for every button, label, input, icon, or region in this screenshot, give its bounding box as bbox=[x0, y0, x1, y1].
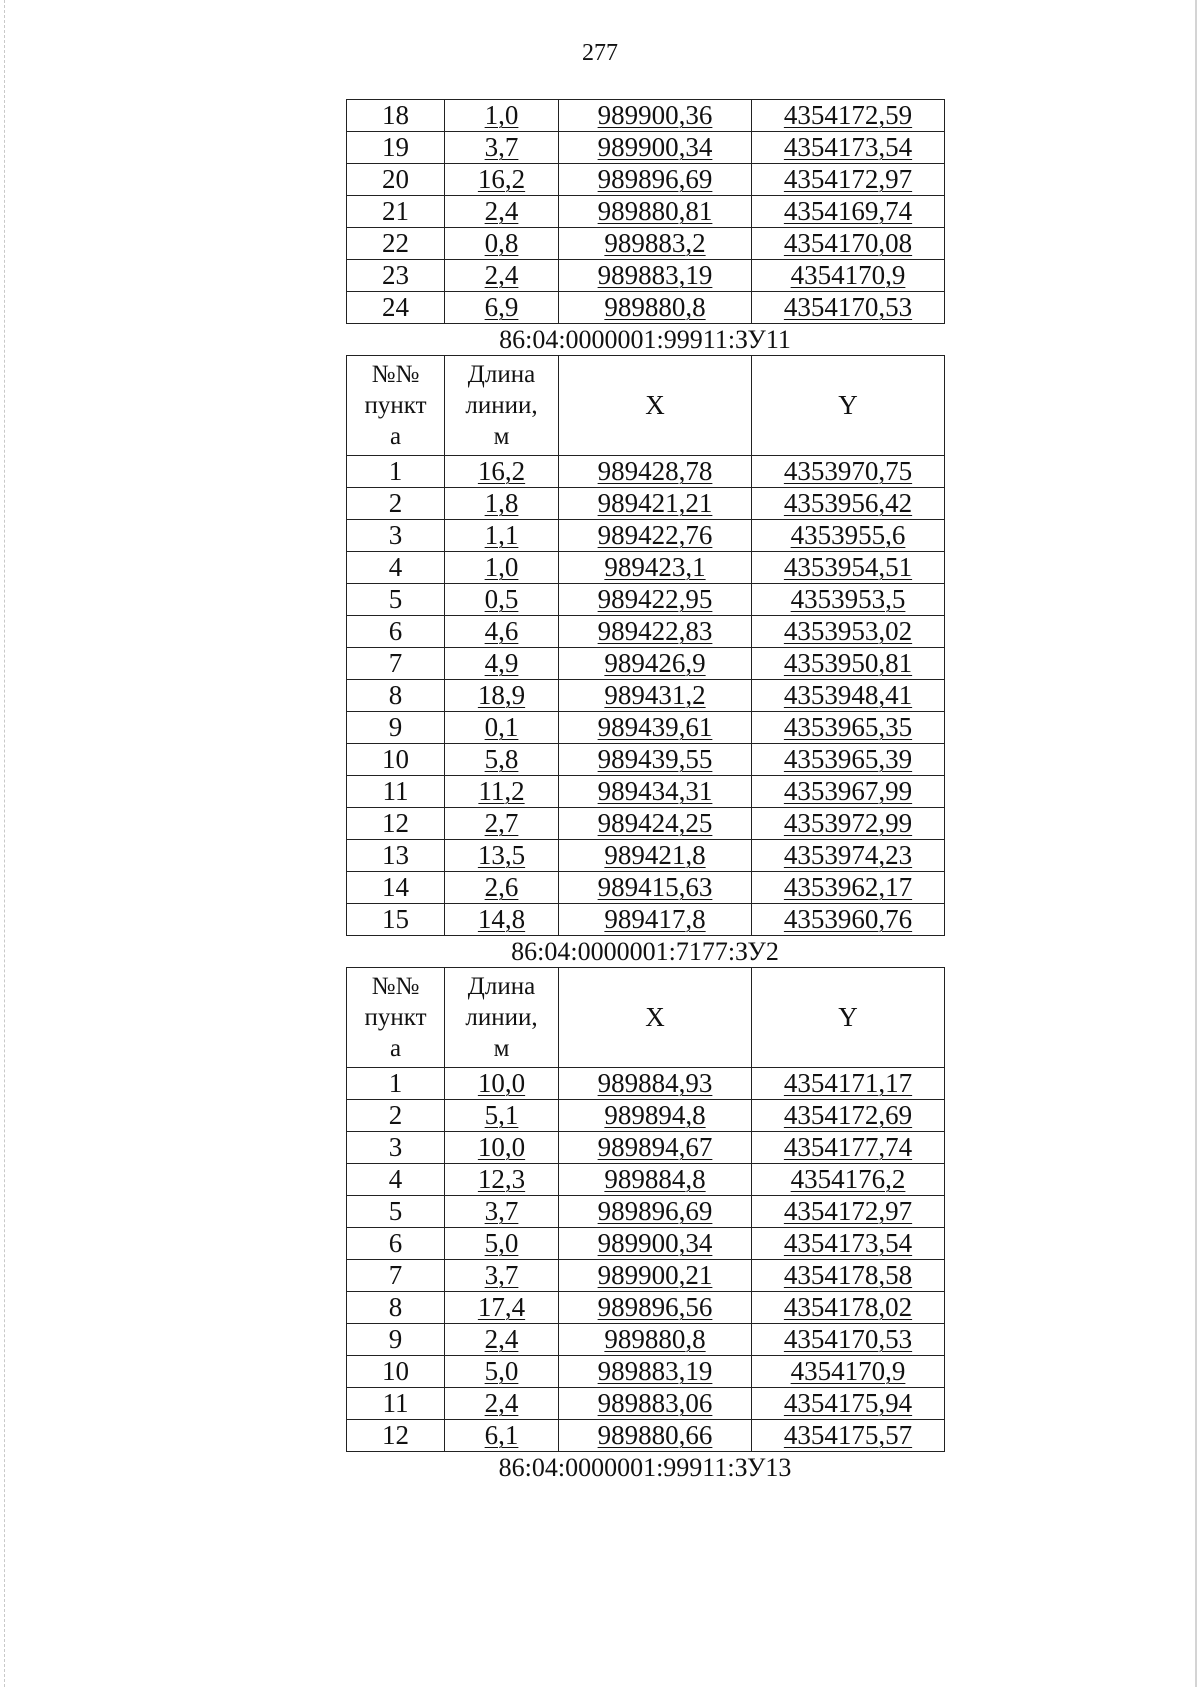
cell-y: 4354172,69 bbox=[752, 1100, 945, 1132]
cell-point-number: 6 bbox=[347, 1228, 445, 1260]
cell-point-number: 4 bbox=[347, 552, 445, 584]
cell-y: 4354170,53 bbox=[752, 1324, 945, 1356]
cell-line-length: 11,2 bbox=[445, 776, 559, 808]
cell-point-number: 10 bbox=[347, 1356, 445, 1388]
coordinate-table bbox=[346, 355, 945, 936]
cell-x: 989417,8 bbox=[559, 904, 752, 936]
cell-y: 4354170,53 bbox=[752, 292, 945, 324]
cell-point-number: 20 bbox=[347, 164, 445, 196]
cell-y: 4353974,23 bbox=[752, 840, 945, 872]
header-point-number bbox=[347, 968, 445, 1068]
cell-y: 4354178,58 bbox=[752, 1260, 945, 1292]
header-x: X bbox=[559, 968, 752, 1068]
table-row bbox=[347, 520, 945, 552]
cell-line-length: 2,6 bbox=[445, 872, 559, 904]
cell-x: 989439,61 bbox=[559, 712, 752, 744]
cell-x: 989880,81 bbox=[559, 196, 752, 228]
cell-y: 4353965,35 bbox=[752, 712, 945, 744]
cell-point-number: 1 bbox=[347, 1068, 445, 1100]
cell-point-number: 18 bbox=[347, 100, 445, 132]
cell-x: 989880,8 bbox=[559, 292, 752, 324]
cell-x: 989880,8 bbox=[559, 1324, 752, 1356]
cell-x: 989415,63 bbox=[559, 872, 752, 904]
cell-x: 989884,93 bbox=[559, 1068, 752, 1100]
header-point-number bbox=[347, 356, 445, 456]
cell-line-length: 2,4 bbox=[445, 260, 559, 292]
cell-x: 989421,21 bbox=[559, 488, 752, 520]
table-row bbox=[347, 1388, 945, 1420]
cell-y: 4354169,74 bbox=[752, 196, 945, 228]
table-row bbox=[347, 1260, 945, 1292]
coordinate-table bbox=[346, 99, 945, 324]
cell-line-length: 4,9 bbox=[445, 648, 559, 680]
cell-point-number: 7 bbox=[347, 648, 445, 680]
cell-y: 4354173,54 bbox=[752, 132, 945, 164]
table-row bbox=[347, 776, 945, 808]
header-line-length-line: линии, bbox=[465, 392, 538, 419]
cell-line-length: 4,6 bbox=[445, 616, 559, 648]
cell-line-length: 2,4 bbox=[445, 1324, 559, 1356]
cell-y: 4354171,17 bbox=[752, 1068, 945, 1100]
cell-line-length: 17,4 bbox=[445, 1292, 559, 1324]
table-row bbox=[347, 1420, 945, 1452]
table-row bbox=[347, 488, 945, 520]
cell-y: 4353965,39 bbox=[752, 744, 945, 776]
cell-y: 4354177,74 bbox=[752, 1132, 945, 1164]
cell-y: 4354176,2 bbox=[752, 1164, 945, 1196]
cell-line-length: 2,4 bbox=[445, 1388, 559, 1420]
cell-point-number: 14 bbox=[347, 872, 445, 904]
header-point-number-line: а bbox=[389, 423, 402, 450]
cell-point-number: 15 bbox=[347, 904, 445, 936]
header-y: Y bbox=[752, 356, 945, 456]
cell-point-number: 11 bbox=[347, 776, 445, 808]
cell-x: 989883,2 bbox=[559, 228, 752, 260]
cell-point-number: 12 bbox=[347, 1420, 445, 1452]
cell-x: 989884,8 bbox=[559, 1164, 752, 1196]
header-line-length-line: линии, bbox=[465, 1004, 538, 1031]
scan-edge-left bbox=[4, 0, 7, 1687]
table-row bbox=[347, 616, 945, 648]
header-line-length-line: м bbox=[493, 423, 510, 450]
cell-line-length: 10,0 bbox=[445, 1068, 559, 1100]
cell-point-number: 21 bbox=[347, 196, 445, 228]
cell-point-number: 9 bbox=[347, 1324, 445, 1356]
cell-y: 4354172,59 bbox=[752, 100, 945, 132]
cell-x: 989896,56 bbox=[559, 1292, 752, 1324]
cell-y: 4354173,54 bbox=[752, 1228, 945, 1260]
table-row bbox=[347, 1292, 945, 1324]
cell-x: 989422,76 bbox=[559, 520, 752, 552]
cell-x: 989880,66 bbox=[559, 1420, 752, 1452]
cell-y: 4353970,75 bbox=[752, 456, 945, 488]
cell-point-number: 3 bbox=[347, 520, 445, 552]
cell-line-length: 5,0 bbox=[445, 1356, 559, 1388]
table-row bbox=[347, 196, 945, 228]
cell-point-number: 6 bbox=[347, 616, 445, 648]
cell-line-length: 10,0 bbox=[445, 1132, 559, 1164]
cell-y: 4353948,41 bbox=[752, 680, 945, 712]
header-point-number-line: а bbox=[389, 1035, 402, 1062]
cell-x: 989423,1 bbox=[559, 552, 752, 584]
cell-line-length: 1,8 bbox=[445, 488, 559, 520]
table-row bbox=[347, 1228, 945, 1260]
table-row bbox=[347, 648, 945, 680]
cell-line-length: 12,3 bbox=[445, 1164, 559, 1196]
table-row bbox=[347, 260, 945, 292]
table-row bbox=[347, 1164, 945, 1196]
table-row bbox=[347, 904, 945, 936]
cell-line-length: 5,0 bbox=[445, 1228, 559, 1260]
cell-x: 989439,55 bbox=[559, 744, 752, 776]
cell-y: 4353953,02 bbox=[752, 616, 945, 648]
cell-line-length: 2,7 bbox=[445, 808, 559, 840]
table-row bbox=[347, 552, 945, 584]
cell-x: 989426,9 bbox=[559, 648, 752, 680]
cell-line-length: 16,2 bbox=[445, 164, 559, 196]
cell-y: 4353960,76 bbox=[752, 904, 945, 936]
cell-point-number: 22 bbox=[347, 228, 445, 260]
cell-line-length: 5,1 bbox=[445, 1100, 559, 1132]
parcel-caption: 86:04:0000001:99911:ЗУ13 bbox=[498, 1453, 792, 1482]
header-line-length bbox=[445, 968, 559, 1068]
cell-x: 989422,83 bbox=[559, 616, 752, 648]
cell-y: 4354172,97 bbox=[752, 1196, 945, 1228]
header-line-length bbox=[445, 356, 559, 456]
cell-point-number: 4 bbox=[347, 1164, 445, 1196]
cell-x: 989900,36 bbox=[559, 100, 752, 132]
cell-x: 989900,34 bbox=[559, 132, 752, 164]
header-y: Y bbox=[752, 968, 945, 1068]
table-row bbox=[347, 840, 945, 872]
cell-x: 989421,8 bbox=[559, 840, 752, 872]
header-line-length-line: Длина bbox=[467, 973, 536, 1000]
cell-point-number: 10 bbox=[347, 744, 445, 776]
cell-x: 989883,19 bbox=[559, 1356, 752, 1388]
cell-y: 4354175,94 bbox=[752, 1388, 945, 1420]
cell-point-number: 2 bbox=[347, 1100, 445, 1132]
cell-line-length: 3,7 bbox=[445, 1196, 559, 1228]
cell-point-number: 5 bbox=[347, 1196, 445, 1228]
coordinate-table bbox=[346, 967, 945, 1452]
cell-point-number: 19 bbox=[347, 132, 445, 164]
cell-y: 4354172,97 bbox=[752, 164, 945, 196]
page-number: 277 bbox=[582, 40, 618, 66]
cell-line-length: 16,2 bbox=[445, 456, 559, 488]
header-point-number-line: пункт bbox=[364, 392, 427, 419]
header-point-number-line: №№ bbox=[371, 361, 420, 388]
coordinate-tables bbox=[346, 99, 944, 1483]
cell-x: 989424,25 bbox=[559, 808, 752, 840]
cell-point-number: 5 bbox=[347, 584, 445, 616]
cell-y: 4354178,02 bbox=[752, 1292, 945, 1324]
cell-point-number: 2 bbox=[347, 488, 445, 520]
cell-x: 989428,78 bbox=[559, 456, 752, 488]
table-row bbox=[347, 100, 945, 132]
table-row bbox=[347, 292, 945, 324]
cell-line-length: 3,7 bbox=[445, 132, 559, 164]
cell-line-length: 6,1 bbox=[445, 1420, 559, 1452]
header-point-number-line: пункт bbox=[364, 1004, 427, 1031]
cell-x: 989896,69 bbox=[559, 1196, 752, 1228]
cell-y: 4354175,57 bbox=[752, 1420, 945, 1452]
cell-line-length: 1,0 bbox=[445, 100, 559, 132]
cell-point-number: 9 bbox=[347, 712, 445, 744]
table-row bbox=[347, 132, 945, 164]
cell-y: 4353972,99 bbox=[752, 808, 945, 840]
cell-x: 989883,19 bbox=[559, 260, 752, 292]
header-line-length-line: Длина bbox=[467, 361, 536, 388]
cell-x: 989900,34 bbox=[559, 1228, 752, 1260]
cell-x: 989894,8 bbox=[559, 1100, 752, 1132]
parcel-caption: 86:04:0000001:99911:ЗУ11 bbox=[499, 325, 791, 354]
table-row bbox=[347, 872, 945, 904]
table-header-row bbox=[347, 968, 945, 1068]
cell-y: 4353956,42 bbox=[752, 488, 945, 520]
cell-y: 4353955,6 bbox=[752, 520, 945, 552]
cell-x: 989883,06 bbox=[559, 1388, 752, 1420]
scan-edge-right bbox=[1192, 0, 1197, 1687]
table-header-row bbox=[347, 356, 945, 456]
cell-x: 989422,95 bbox=[559, 584, 752, 616]
cell-x: 989894,67 bbox=[559, 1132, 752, 1164]
table-row bbox=[347, 744, 945, 776]
table-row bbox=[347, 1356, 945, 1388]
table-row bbox=[347, 1068, 945, 1100]
cell-point-number: 7 bbox=[347, 1260, 445, 1292]
cell-point-number: 11 bbox=[347, 1388, 445, 1420]
cell-y: 4354170,08 bbox=[752, 228, 945, 260]
cell-x: 989434,31 bbox=[559, 776, 752, 808]
table-row bbox=[347, 228, 945, 260]
cell-x: 989896,69 bbox=[559, 164, 752, 196]
header-line-length-line: м bbox=[493, 1035, 510, 1062]
cell-point-number: 3 bbox=[347, 1132, 445, 1164]
cell-line-length: 2,4 bbox=[445, 196, 559, 228]
cell-point-number: 8 bbox=[347, 1292, 445, 1324]
cell-line-length: 14,8 bbox=[445, 904, 559, 936]
cell-y: 4353967,99 bbox=[752, 776, 945, 808]
parcel-caption: 86:04:0000001:7177:ЗУ2 bbox=[511, 937, 779, 966]
table-row bbox=[347, 712, 945, 744]
table-row bbox=[347, 680, 945, 712]
cell-line-length: 0,5 bbox=[445, 584, 559, 616]
cell-line-length: 13,5 bbox=[445, 840, 559, 872]
cell-y: 4354170,9 bbox=[752, 1356, 945, 1388]
table-row bbox=[347, 1100, 945, 1132]
table-row bbox=[347, 1132, 945, 1164]
table-row bbox=[347, 808, 945, 840]
cell-point-number: 8 bbox=[347, 680, 445, 712]
cell-y: 4353962,17 bbox=[752, 872, 945, 904]
cell-line-length: 3,7 bbox=[445, 1260, 559, 1292]
cell-point-number: 1 bbox=[347, 456, 445, 488]
cell-point-number: 23 bbox=[347, 260, 445, 292]
cell-line-length: 0,1 bbox=[445, 712, 559, 744]
cell-y: 4353954,51 bbox=[752, 552, 945, 584]
cell-line-length: 1,0 bbox=[445, 552, 559, 584]
cell-line-length: 18,9 bbox=[445, 680, 559, 712]
cell-y: 4353953,5 bbox=[752, 584, 945, 616]
cell-y: 4353950,81 bbox=[752, 648, 945, 680]
header-x: X bbox=[559, 356, 752, 456]
cell-point-number: 24 bbox=[347, 292, 445, 324]
cell-x: 989431,2 bbox=[559, 680, 752, 712]
table-row bbox=[347, 1324, 945, 1356]
cell-line-length: 5,8 bbox=[445, 744, 559, 776]
cell-y: 4354170,9 bbox=[752, 260, 945, 292]
cell-line-length: 0,8 bbox=[445, 228, 559, 260]
table-row bbox=[347, 1196, 945, 1228]
cell-line-length: 1,1 bbox=[445, 520, 559, 552]
cell-x: 989900,21 bbox=[559, 1260, 752, 1292]
table-row bbox=[347, 456, 945, 488]
cell-point-number: 12 bbox=[347, 808, 445, 840]
table-row bbox=[347, 164, 945, 196]
cell-point-number: 13 bbox=[347, 840, 445, 872]
table-row bbox=[347, 584, 945, 616]
cell-line-length: 6,9 bbox=[445, 292, 559, 324]
header-point-number-line: №№ bbox=[371, 973, 420, 1000]
